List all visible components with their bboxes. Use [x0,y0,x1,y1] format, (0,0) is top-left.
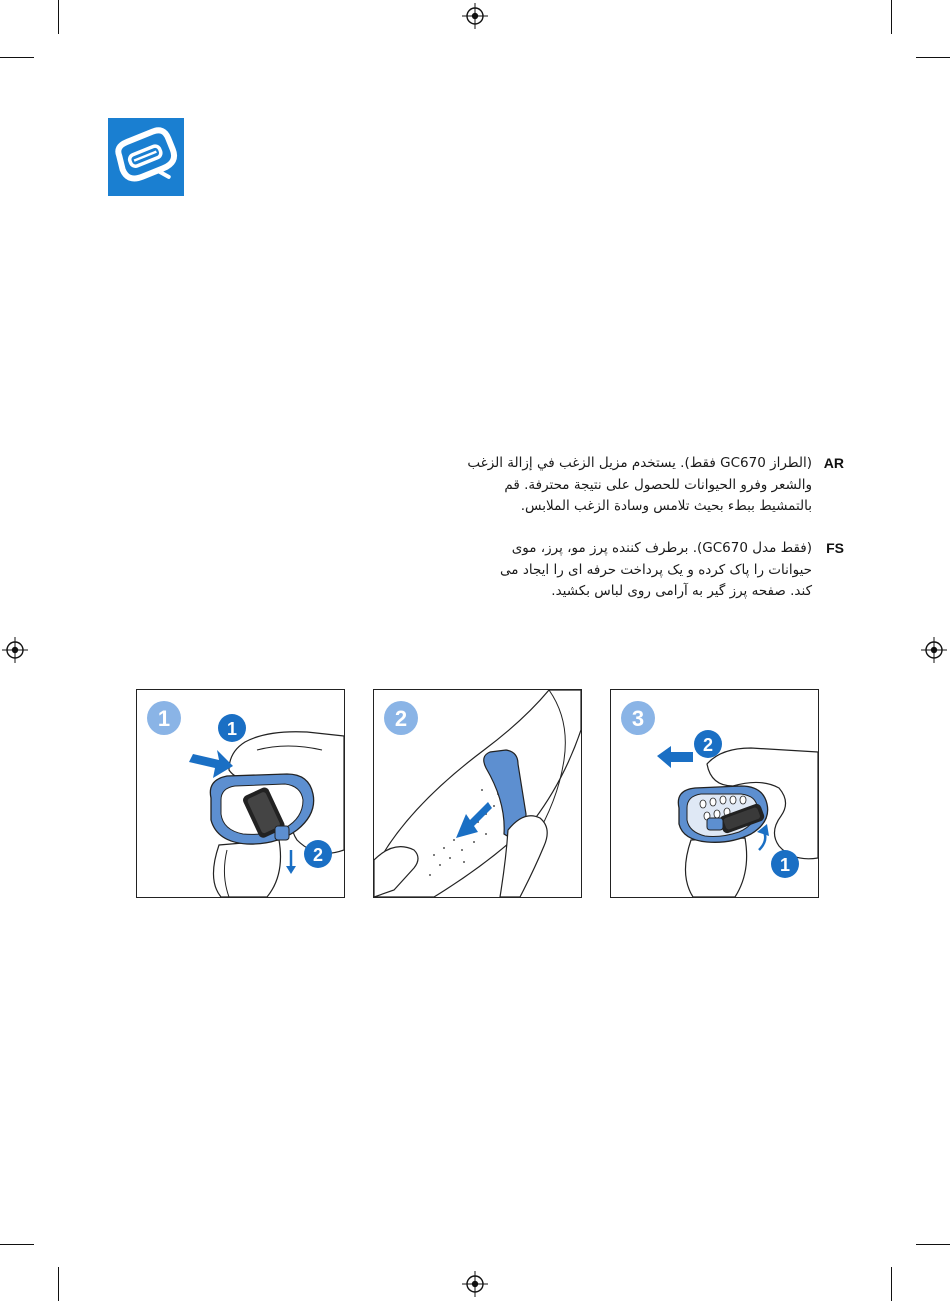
svg-text:1: 1 [157,706,171,731]
crop-mark [891,0,892,34]
crop-mark [891,1267,892,1301]
crop-mark [916,57,950,58]
svg-text:1: 1 [226,719,238,739]
step-illustration-3 [610,689,819,898]
instruction-text: (الطراز GC670 فقط). يستخدم مزيل الزغب في إزالة الزغب والشعر وفرو الحيوانات للحصول على نتيجة محترفة. قم بالتمشيط ببطء بحيث تلامس وسادة الزغب الملابس. [467,455,812,514]
crop-mark [0,1244,34,1245]
svg-text:2: 2 [702,735,714,755]
registration-mark-icon [462,1271,488,1297]
step-illustration-2 [373,689,582,898]
crop-mark [0,57,34,58]
language-code: FS [826,540,844,556]
instruction-text: (فقط مدل GC670). برطرف کننده پرز مو، پرز، موی حیوانات را پاک کرده و یک پرداخت حرفه ای را ایجاد می کند. صفحه پرز گیر به آرامی روی لباس بکشید. [500,540,812,599]
pull-arrow-icon [657,746,693,768]
crop-mark [916,1244,950,1245]
registration-mark-icon [2,637,28,663]
lint-remover-icon [108,118,184,196]
instruction-ar [424,453,844,518]
svg-text:3: 3 [631,706,645,731]
instruction-fs [424,538,844,603]
push-arrow-icon [189,750,233,778]
svg-text:1: 1 [779,855,791,875]
crop-mark [58,0,59,34]
registration-mark-icon [462,3,488,29]
language-code: AR [823,455,844,471]
svg-text:2: 2 [394,706,408,731]
svg-text:2: 2 [312,845,324,865]
registration-mark-icon [921,637,947,663]
step-illustration-1 [136,689,345,898]
crop-mark [58,1267,59,1301]
